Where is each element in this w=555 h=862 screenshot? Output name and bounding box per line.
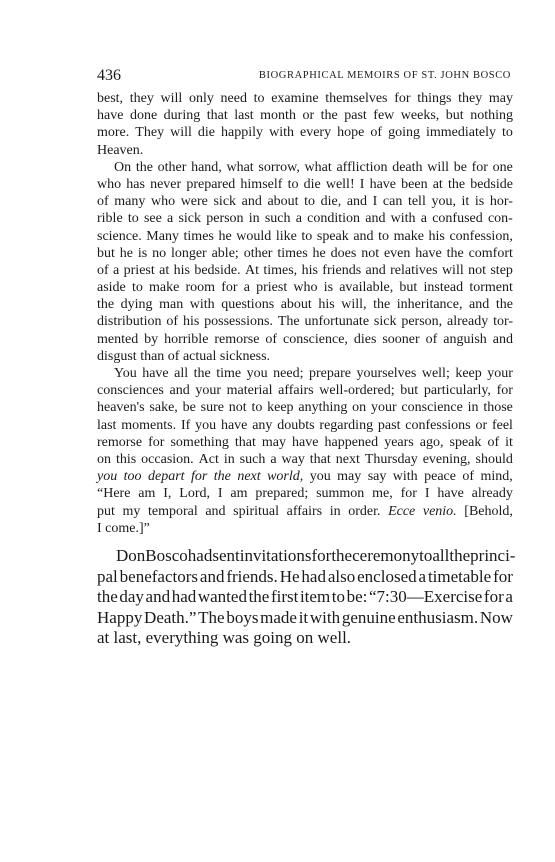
text-line: remorse for something that may have happened years ago, speak of it — [97, 434, 513, 450]
text-line: last moments. If you have any doubts regarding past confessions or feel — [97, 417, 513, 433]
text-line: at last, everything was going on well. — [97, 628, 352, 647]
text-line: put my temporal and spiritual affairs in order. Ecce venio. [Behold, — [97, 503, 513, 519]
text-line: distribution of his possessions. The unfortunate sick person, already tor- — [97, 314, 513, 330]
text-line: you too depart for the next world, you may say with peace of mind, — [97, 469, 513, 485]
text-line: on this occasion. Act in such a way that next Thursday evening, should — [97, 451, 513, 467]
text-line: consciences and your material affairs well-ordered; but particularly, for — [97, 383, 513, 399]
text-line: Don Bosco had sent invitations for the ceremony to all the princi- — [116, 546, 516, 565]
text-line: of a priest at his bedside. At times, his friends and relatives will not step — [97, 262, 513, 278]
page-number: 436 — [97, 67, 121, 84]
text-line: heaven's sake, be sure not to keep anything on your conscience in those — [97, 400, 513, 416]
page-header — [97, 66, 513, 86]
text-line: more. They will die happily with every hope of going immediately to — [97, 125, 513, 141]
text-line: “Here am I, Lord, I am prepared; summon me, for I have already — [97, 486, 513, 502]
text-line: Happy Death.” The boys made it with genuine enthusiasm. Now — [97, 607, 513, 627]
narration-paragraph — [97, 546, 516, 649]
text-line: rible to see a sick person in such a condition and with a confused con- — [97, 211, 513, 227]
text-line: pal benefactors and friends. He had also enclosed a timetable for — [97, 566, 513, 586]
text-line: the day and had wanted the first item to be: “7:30—Exercise for a — [97, 587, 513, 606]
text-line: science. Many times he would like to speak and to make his confession, — [97, 228, 513, 244]
text-line: mented by horrible remorse of conscience, dies sooner of anguish and — [97, 331, 513, 347]
text-line: You have all the time you need; prepare yourselves well; keep your — [114, 366, 513, 381]
text-line: best, they will only need to examine themselves for things they may — [97, 91, 513, 106]
text-line: On the other hand, what sorrow, what affliction death will be for one — [114, 159, 513, 175]
text-line: who has never prepared himself to die well! I have been at the bedside — [97, 176, 513, 192]
text-line: have done during that last month or the past few weeks, but nothing — [97, 108, 513, 124]
text-line: I come.]” — [97, 520, 150, 536]
text-line: Heaven. — [97, 142, 144, 158]
text-line: of many who were sick and about to die, and I can tell you, it is hor- — [97, 194, 513, 210]
text-line: the dying man with questions about his will, the inheritance, and the — [97, 297, 513, 313]
text-line: but he is no longer able; other times he does not even have the comfort — [97, 245, 513, 261]
speech-text-block — [97, 90, 513, 537]
text-line: disgust than of actual sickness. — [97, 348, 271, 364]
text-line: aside to make room for a priest who is available, but instead torment — [97, 280, 513, 296]
running-head: BIOGRAPHICAL MEMOIRS OF ST. JOHN BOSCO — [258, 70, 511, 81]
